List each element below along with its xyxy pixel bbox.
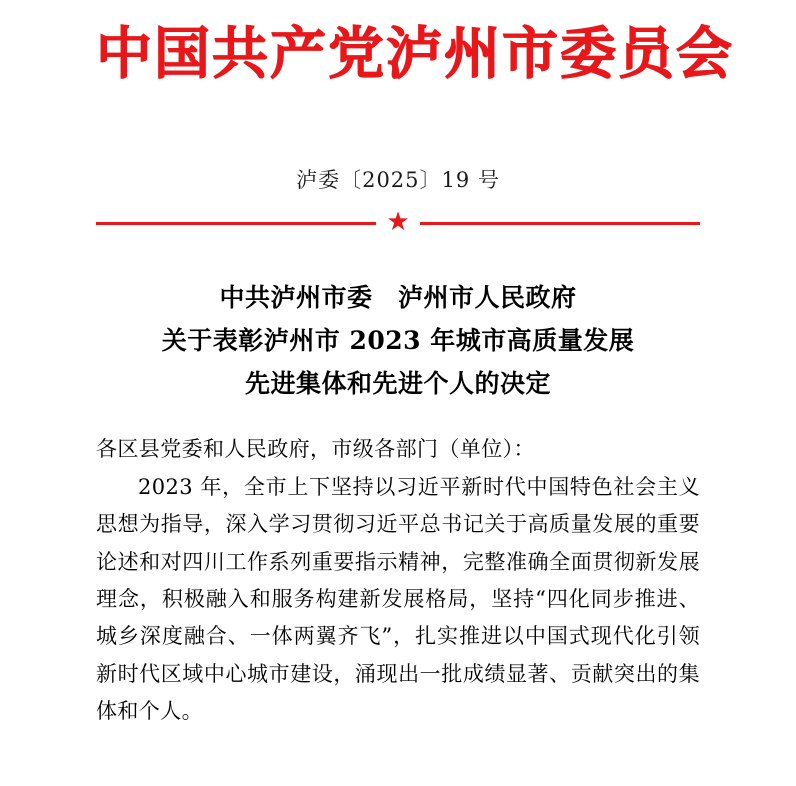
title-line-2: 关于表彰泸州市 2023 年城市高质量发展: [161, 326, 635, 356]
title-line-1: 中共泸州市委 泸州市人民政府: [219, 283, 577, 313]
document-page: [0, 22, 796, 786]
red-divider: [96, 207, 700, 238]
document-title: [96, 276, 700, 405]
document-number: 泸委〔2025〕19 号: [296, 168, 500, 193]
title-line-3: 先进集体和先进个人的决定: [244, 369, 551, 399]
document-body: [96, 431, 700, 730]
masthead-title: 中国共产党泸州市委员会: [96, 21, 734, 87]
body-paragraph-1: 2023 年，全市上下坚持以习近平新时代中国特色社会主义思想为指导，深入学习贯彻习近平总书记关于高质量发展的重要论述和对四川工作系列重要指示精神，完整准确全面贯彻新发展理念，积极融入和服务构建新发展格局，坚持“四化同步推进、城乡深度融合、一体两翼齐飞”，扎实推进以中国式现代化引领新时代区域中心城市建设，涌现出一批成绩显著、贡献突出的集体和个人。: [96, 474, 700, 724]
salutation: 各区县党委和人民政府，市级各部门（单位）：: [96, 437, 535, 462]
red-star-icon: ★: [376, 209, 420, 235]
